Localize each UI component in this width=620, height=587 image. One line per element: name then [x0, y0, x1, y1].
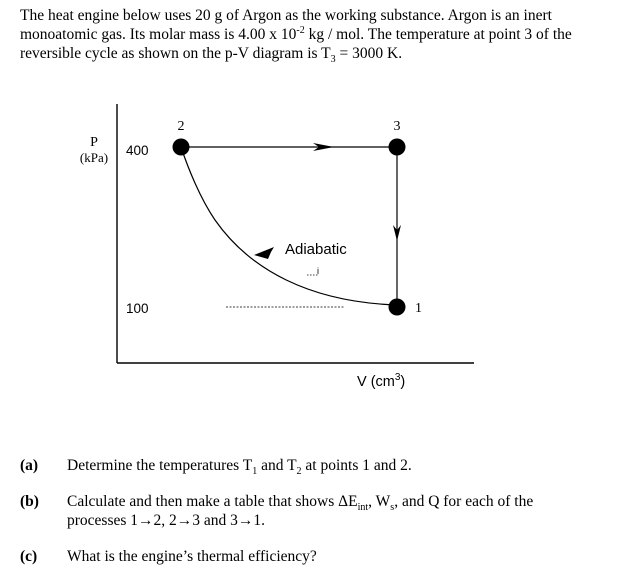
question-b-text: Calculate and then make a table that shows $\Delta E_{int}$, $W_s$, and Q for each of the processes 1→2, 2→3 and 3→1. [67, 493, 534, 529]
exponent: -2 [296, 24, 305, 36]
small-mark-glyph: i [317, 266, 319, 276]
statement-line-1: The heat engine below uses 20 g of Argon as the working substance. Argon is an inert [20, 7, 552, 24]
state-point-1 [389, 299, 406, 316]
statement-line-3: reversible cycle as shown on the p-V diagram is $T_3 = 3000$ K. [20, 45, 403, 66]
state-point-2 [173, 139, 190, 156]
adiabatic-curve [181, 147, 397, 305]
question-b-label: (b) [20, 493, 39, 510]
adiabatic-arrow [254, 247, 274, 259]
question-a-text: Determine the temperatures $T_1$ and $T_2$ at points 1 and 2. [67, 457, 412, 478]
subscript-3: 3 [330, 54, 336, 66]
y-axis-label: P [90, 135, 98, 150]
question-c-text: What is the engine’s thermal efficiency? [67, 548, 317, 565]
question-c-label: (c) [20, 548, 38, 565]
point-label-3: 3 [393, 119, 401, 134]
question-a-label: (a) [20, 457, 39, 474]
y-tick-400: 400 [126, 143, 149, 158]
point-label-2: 2 [177, 119, 185, 134]
x-axis-label: V $(cm^3)$ [357, 372, 406, 390]
y-tick-100: 100 [126, 301, 149, 316]
state-point-3 [389, 139, 406, 156]
point-label-1: 1 [415, 301, 422, 316]
y-axis-unit: (kPa) [79, 150, 109, 165]
adiabatic-label: Adiabatic [285, 241, 347, 258]
statement-line-2: monoatomic gas. Its molar mass is 4.00 x $10^{-2}$ kg / mol. The temperature at point 3 of the [20, 24, 572, 43]
